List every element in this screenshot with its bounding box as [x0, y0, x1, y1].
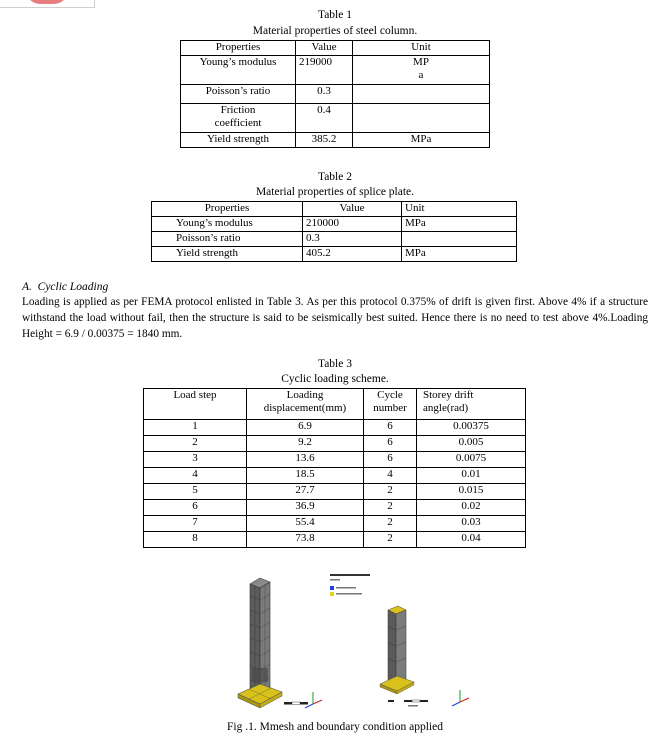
t3-cell: 13.6 — [247, 452, 364, 468]
t1-cell — [353, 85, 490, 104]
t2-cell: MPa — [402, 217, 517, 232]
t3-cell: 0.03 — [417, 516, 526, 532]
table2-number: Table 2 — [317, 171, 352, 183]
legend-swatch-cyclic-loading — [330, 592, 334, 596]
t2-cell: 210000 — [303, 217, 402, 232]
t2-cell: Yield strength — [152, 247, 303, 262]
table3-number: Table 3 — [317, 358, 352, 370]
t2-cell: MPa — [402, 247, 517, 262]
t3-cell: 2 — [144, 436, 247, 452]
t3-cell: 0.04 — [417, 532, 526, 548]
right-axis-triad — [452, 690, 469, 706]
t3-cell: 27.7 — [247, 484, 364, 500]
t3-header-cycle-number: Cycle number — [364, 389, 417, 420]
t3-cell: 6 — [144, 500, 247, 516]
section-heading — [22, 280, 108, 295]
t2-header-properties: Properties — [152, 202, 303, 217]
t1-cell: 0.4 — [296, 104, 353, 133]
t3-cell: 36.9 — [247, 500, 364, 516]
table1 — [180, 40, 490, 148]
t1-cell: Friction coefficient — [181, 104, 296, 133]
t3-cell: 73.8 — [247, 532, 364, 548]
t2-cell: Young’s modulus — [152, 217, 303, 232]
t3-cell: 6.9 — [247, 420, 364, 436]
t3-cell: 7 — [144, 516, 247, 532]
t1-cell: 385.2 — [296, 133, 353, 148]
t3-cell: 0.01 — [417, 468, 526, 484]
t2-cell: 405.2 — [303, 247, 402, 262]
t1-cell: 0.3 — [296, 85, 353, 104]
t3-cell: 0.00375 — [417, 420, 526, 436]
table2 — [151, 201, 517, 262]
left-scale-bar — [284, 702, 308, 705]
t2-cell: Poisson’s ratio — [152, 232, 303, 247]
table3 — [143, 388, 526, 548]
t3-cell: 55.4 — [247, 516, 364, 532]
t3-cell: 4 — [144, 468, 247, 484]
t3-cell: 2 — [364, 484, 417, 500]
t1-cell: Young’s modulus — [181, 56, 296, 85]
t3-cell: 3 — [144, 452, 247, 468]
figure-mesh-models — [228, 566, 488, 716]
right-column-model — [380, 606, 414, 694]
t3-cell: 0.005 — [417, 436, 526, 452]
table2-title: Material properties of splice plate. — [255, 186, 415, 198]
section-body: Loading is applied as per FEMA protocol enlisted in Table 3. As per this protocol 0.375% of drift is given first. Above 4% if a structure withstand the load without fail, then the structure is said to be seismically best suited. Hence there is no need to test above 4%.Loading Height = 6.9 / 0.00375 = 1840 mm. — [22, 296, 648, 340]
t2-header-unit: Unit — [402, 202, 517, 217]
t2-cell — [402, 232, 517, 247]
t3-cell: 18.5 — [247, 468, 364, 484]
t3-cell: 2 — [364, 532, 417, 548]
t2-cell: 0.3 — [303, 232, 402, 247]
t1-header-properties: Properties — [181, 41, 296, 56]
t3-cell: 5 — [144, 484, 247, 500]
section-title: Cyclic Loading — [37, 281, 109, 293]
t1-cell: MPa — [353, 133, 490, 148]
t3-cell: 0.02 — [417, 500, 526, 516]
t3-header-drift-angle: Storey drift angle(rad) — [417, 389, 526, 420]
figure-caption: Fig .1. Mmesh and boundary condition applied — [227, 721, 443, 733]
left-column-model — [238, 578, 282, 708]
t1-header-unit: Unit — [353, 41, 490, 56]
t3-cell: 0.015 — [417, 484, 526, 500]
t3-cell: 4 — [364, 468, 417, 484]
t3-cell: 8 — [144, 532, 247, 548]
t3-cell: 9.2 — [247, 436, 364, 452]
t3-cell: 0.0075 — [417, 452, 526, 468]
legend-swatch-fixed-support — [330, 586, 334, 590]
t2-header-value: Value — [303, 202, 402, 217]
t1-cell: Poisson’s ratio — [181, 85, 296, 104]
table1-title: Material properties of steel column. — [252, 25, 418, 37]
t3-cell: 1 — [144, 420, 247, 436]
legend — [330, 574, 370, 596]
table1-number: Table 1 — [317, 9, 352, 21]
t1-cell: Yield strength — [181, 133, 296, 148]
left-axis-triad — [305, 692, 322, 708]
t3-cell: 2 — [364, 500, 417, 516]
t3-cell: 2 — [364, 516, 417, 532]
t3-header-load-step: Load step — [144, 389, 247, 420]
t3-cell: 6 — [364, 420, 417, 436]
t1-cell — [353, 104, 490, 133]
t3-cell: 6 — [364, 436, 417, 452]
table3-title: Cyclic loading scheme. — [281, 373, 389, 385]
section-label: A. — [22, 281, 32, 293]
right-scale-bar — [388, 700, 428, 707]
t1-header-value: Value — [296, 41, 353, 56]
t3-header-loading-displacement: Loading displacement(mm) — [247, 389, 364, 420]
t3-cell: 6 — [364, 452, 417, 468]
t1-cell: 219000 — [296, 56, 353, 85]
t1-cell: MP a — [353, 56, 490, 85]
